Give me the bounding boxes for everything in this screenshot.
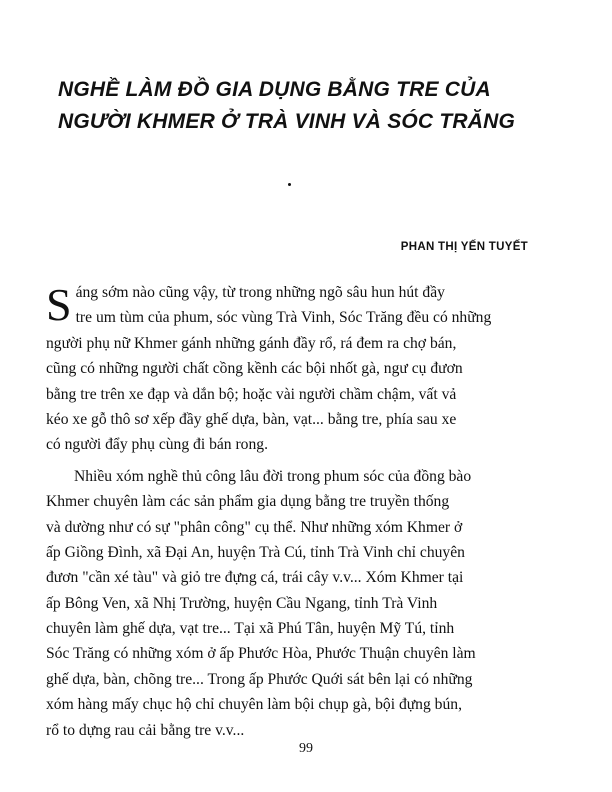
text-line: chuyên làm ghế dựa, vạt tre... Tại xã Phú Tân, huyện Mỹ Tú, tỉnh: [46, 620, 455, 638]
text-line: tre um tùm của phum, sóc vùng Trà Vinh, Sóc Trăng đều có những: [75, 309, 492, 327]
drop-cap: S: [46, 279, 72, 330]
text-line: và dường như có sự "phân công" cụ thể. Như những xóm Khmer ở: [46, 518, 463, 536]
text-line: Khmer chuyên làm các sản phẩm gia dụng bằng tre truyền thống: [46, 493, 450, 511]
text-line: ấp Giồng Đình, xã Đại An, huyện Trà Cú, tỉnh Trà Vinh chỉ chuyên: [46, 543, 465, 561]
text-line: Nhiều xóm nghề thủ công lâu đời trong phum sóc của đồng bào: [74, 467, 472, 485]
title-line-1: NGHỀ LÀM ĐỒ GIA DỤNG BẰNG TRE CỦA: [58, 78, 491, 101]
text-line: áng sớm nào cũng vậy, từ trong những ngõ sâu hun hút đầy: [75, 284, 445, 301]
text-line: xóm hàng mấy chục hộ chỉ chuyên làm bội chụp gà, bội đựng bún,: [46, 696, 462, 714]
title-line-2: NGƯỜI KHMER Ở TRÀ VINH VÀ SÓC TRĂNG: [58, 110, 515, 133]
text-line: rổ to dựng rau cải bằng tre v.v...: [46, 721, 245, 739]
text-line: Sóc Trăng có những xóm ở ấp Phước Hòa, Phước Thuận chuyên làm: [46, 645, 476, 663]
article-title: [58, 74, 578, 138]
text-line: ấp Bông Ven, xã Nhị Trường, huyện Cầu Ngang, tỉnh Trà Vinh: [46, 594, 438, 612]
text-line: có người đẩy phụ cùng đi bán rong.: [46, 436, 268, 454]
author-name: PHAN THỊ YẾN TUYẾT: [400, 241, 528, 253]
paragraph-1: [46, 280, 570, 458]
text-line: người phụ nữ Khmer gánh những gánh đầy rổ, rá đem ra chợ bán,: [46, 334, 457, 352]
text-line: bằng tre trên xe đạp và dắn bộ; hoặc vài người chầm chậm, vất vả: [46, 385, 457, 403]
text-line: kéo xe gỗ thô sơ xếp đầy ghế dựa, bàn, vạt... bằng tre, phía sau xe: [46, 410, 457, 428]
text-line: ghế dựa, bàn, chõng tre... Trong ấp Phước Quới sát bên lại có những: [46, 670, 473, 688]
text-line: đươn "cần xé tàu" và giỏ tre đựng cá, trái cây v.v... Xóm Khmer tại: [46, 569, 464, 587]
separator-dot: [288, 183, 291, 186]
text-line: cũng có những người chất cồng kềnh các bội nhốt gà, ngư cụ đươn: [46, 360, 463, 378]
paragraph-2: [46, 464, 570, 743]
page-number: 99: [299, 741, 313, 756]
article-body: [46, 280, 570, 743]
